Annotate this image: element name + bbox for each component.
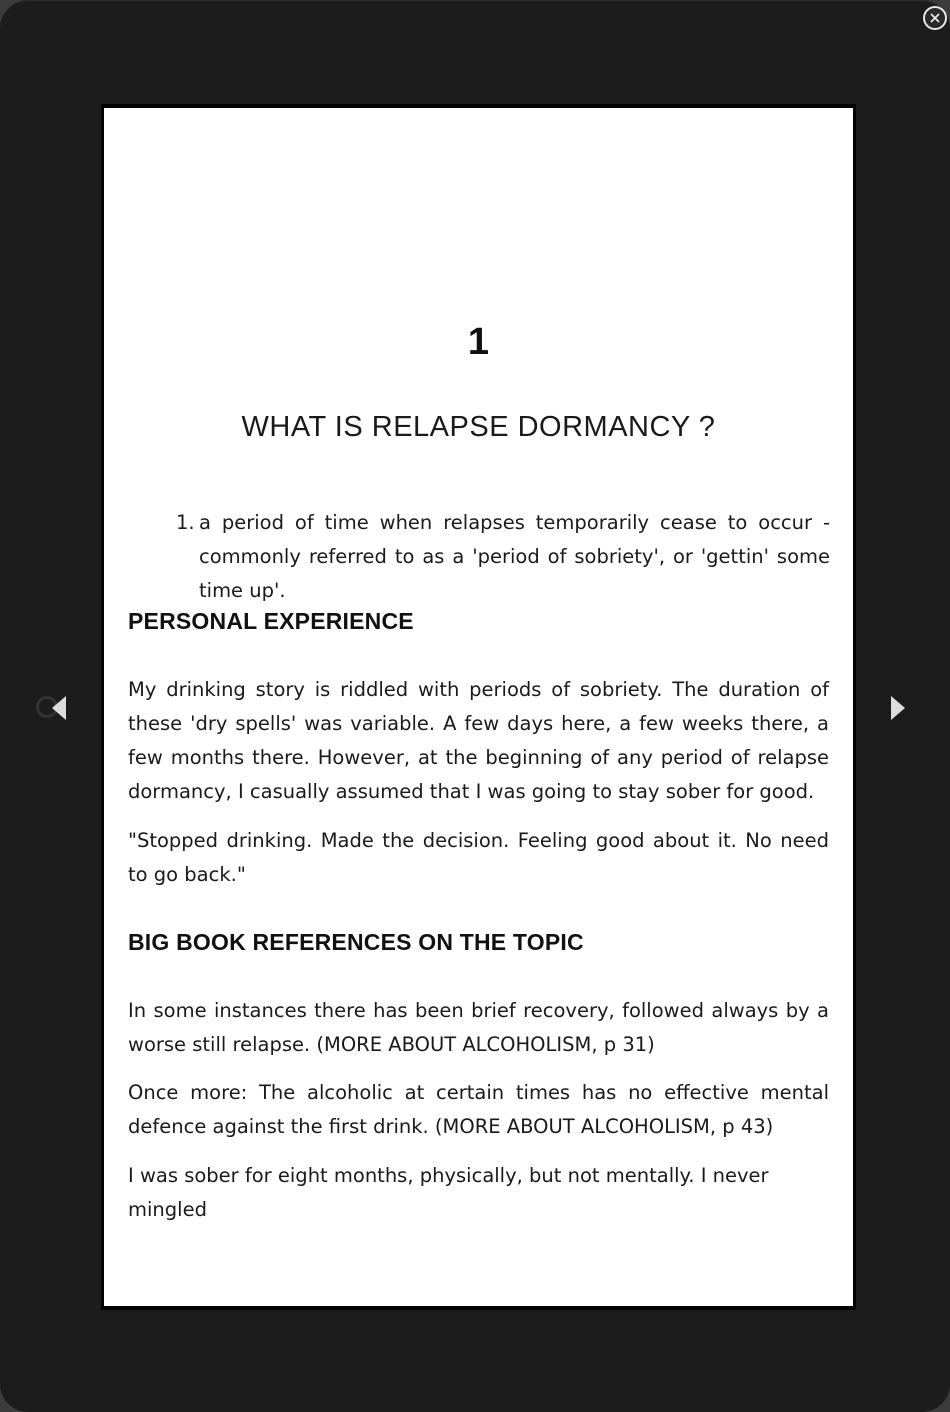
triangle-left-icon [52,696,66,720]
definition-item [176,506,830,608]
next-page-button[interactable] [888,693,912,723]
paragraph: My drinking story is riddled with periods of sobriety. The duration of these 'dry spells' was variable. A few days here, a few weeks there, a few months there. However, at the beginning of any period of relapse dormancy, I casually assumed that I was going to stay sober for good. [128,678,829,803]
definition-number: 1. [176,511,195,534]
book-page [104,108,853,1306]
chapter-number: 1 [467,321,490,363]
paragraph: In some instances there has been brief recovery, followed always by a worse still relapse. (MORE ABOUT ALCOHOLISM, p 31) [128,999,829,1056]
paragraph: Once more: The alcoholic at certain times has no effective mental defence against the first drink. (MORE ABOUT ALCOHOLISM, p 43) [128,1081,829,1138]
paragraph: I was sober for eight months, physically, but not mentally. I never mingled [128,1164,769,1221]
definition-list [176,506,830,608]
chapter-title: WHAT IS RELAPSE DORMANCY ? [241,411,716,443]
previous-page-button[interactable] [34,693,68,723]
section-heading-personal-experience: PERSONAL EXPERIENCE [128,608,414,634]
section-heading-big-book-references: BIG BOOK REFERENCES ON THE TOPIC [128,929,584,955]
definition-text: a period of time when relapses temporarily cease to occur - commonly referred to as a 'period of sobriety', or 'gettin' some time up'. [199,511,830,602]
close-icon [928,11,942,25]
close-button[interactable] [923,6,947,30]
triangle-right-icon [891,696,905,720]
paragraph: "Stopped drinking. Made the decision. Feeling good about it. No need to go back." [128,829,829,886]
